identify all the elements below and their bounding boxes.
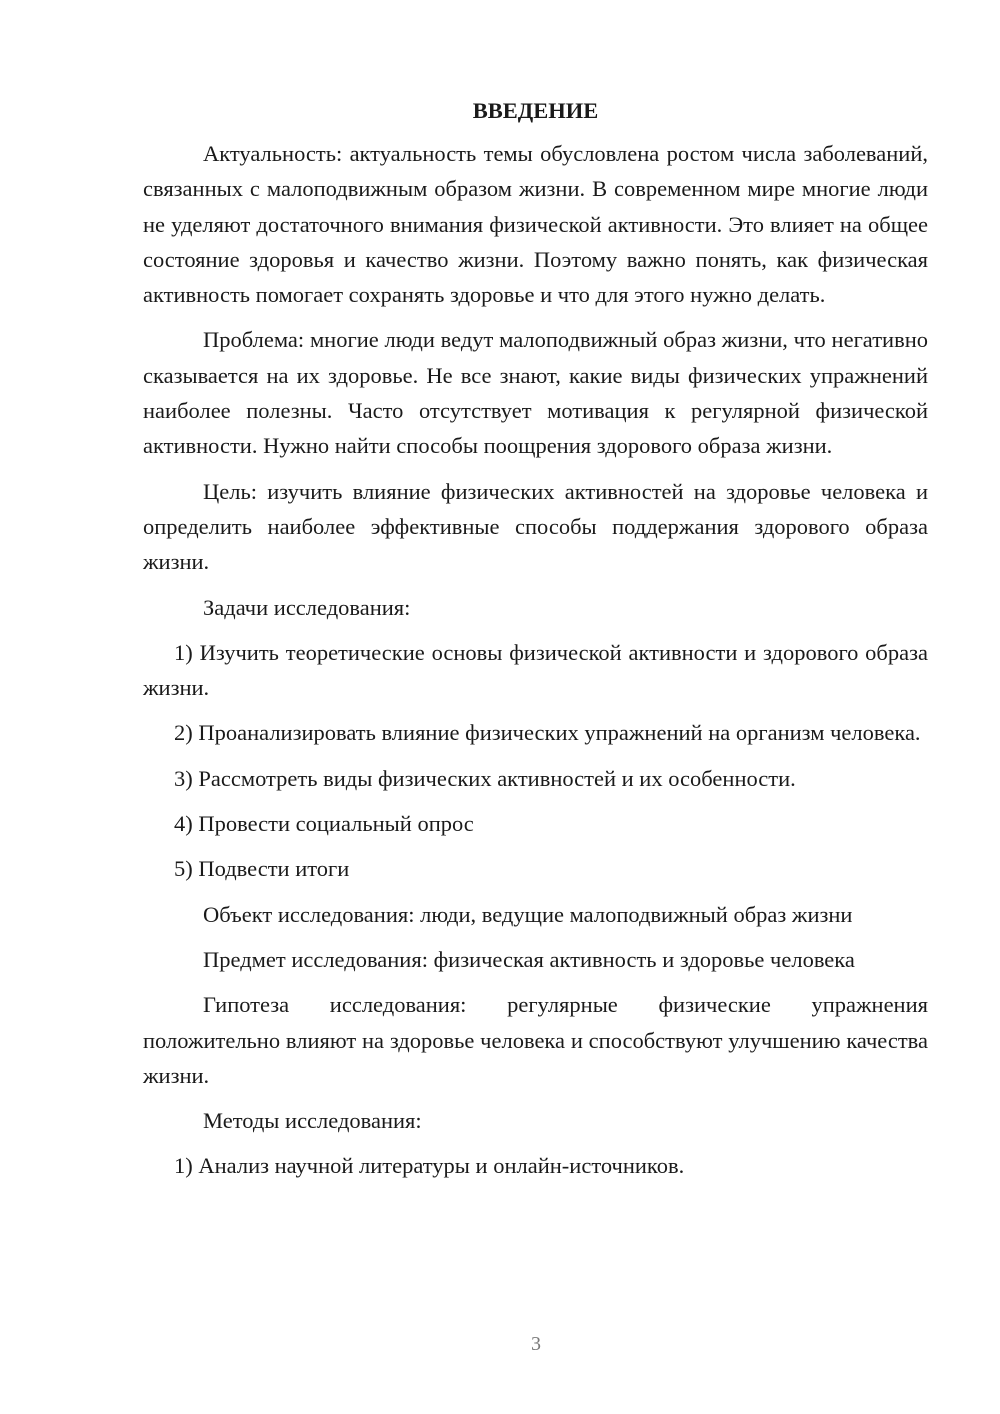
relevance-paragraph: Актуальность: актуальность темы обусловлена ростом числа заболеваний, связанных с малоподвижным образом жизни. В современном мире многие люди не уделяют достаточного внимания физической активности. Это влияет на общее состояние здоровья и качество жизни. Поэтому важно понять, как физическая активность помогает сохранять здоровье и что для этого нужно делать. [143, 141, 928, 308]
subject-paragraph: Предмет исследования: физическая активность и здоровье человека [203, 946, 855, 972]
list-item: 1) Анализ научной литературы и онлайн-источников. [174, 1153, 685, 1179]
page-number: 3 [531, 1333, 541, 1355]
list-item: 4) Провести социальный опрос [174, 811, 474, 837]
section-title: ВВЕДЕНИЕ [472, 98, 599, 123]
hypothesis-paragraph: Гипотеза исследования: регулярные физические упражнения положительно влияют на здоровье человека и способствуют улучшению качества жизни. [143, 992, 928, 1088]
methods-heading: Методы исследования: [203, 1108, 422, 1134]
goal-paragraph: Цель: изучить влияние физических активностей на здоровье человека и определить наиболее эффективные способы поддержания здорового образа жизни. [143, 478, 928, 575]
list-item: 3) Рассмотреть виды физических активностей и их особенности. [174, 765, 796, 791]
list-item: 5) Подвести итоги [174, 856, 350, 882]
list-item: 1) Изучить теоретические основы физической активности и здорового образа жизни. [143, 639, 928, 701]
list-item: 2) Проанализировать влияние физических упражнений на организм человека. [174, 720, 921, 746]
tasks-list [143, 635, 928, 887]
problem-paragraph: Проблема: многие люди ведут малоподвижный образ жизни, что негативно сказывается на их здоровье. Не все знают, какие виды физических упражнений наиболее полезны. Часто отсутствует мотивация к регулярной физической активности. Нужно найти способы поощрения здорового образа жизни. [143, 327, 928, 459]
tasks-heading: Задачи исследования: [203, 594, 411, 620]
methods-list [143, 1148, 928, 1183]
object-paragraph: Объект исследования: люди, ведущие малоподвижный образ жизни [203, 901, 853, 927]
document-page [143, 96, 928, 1194]
